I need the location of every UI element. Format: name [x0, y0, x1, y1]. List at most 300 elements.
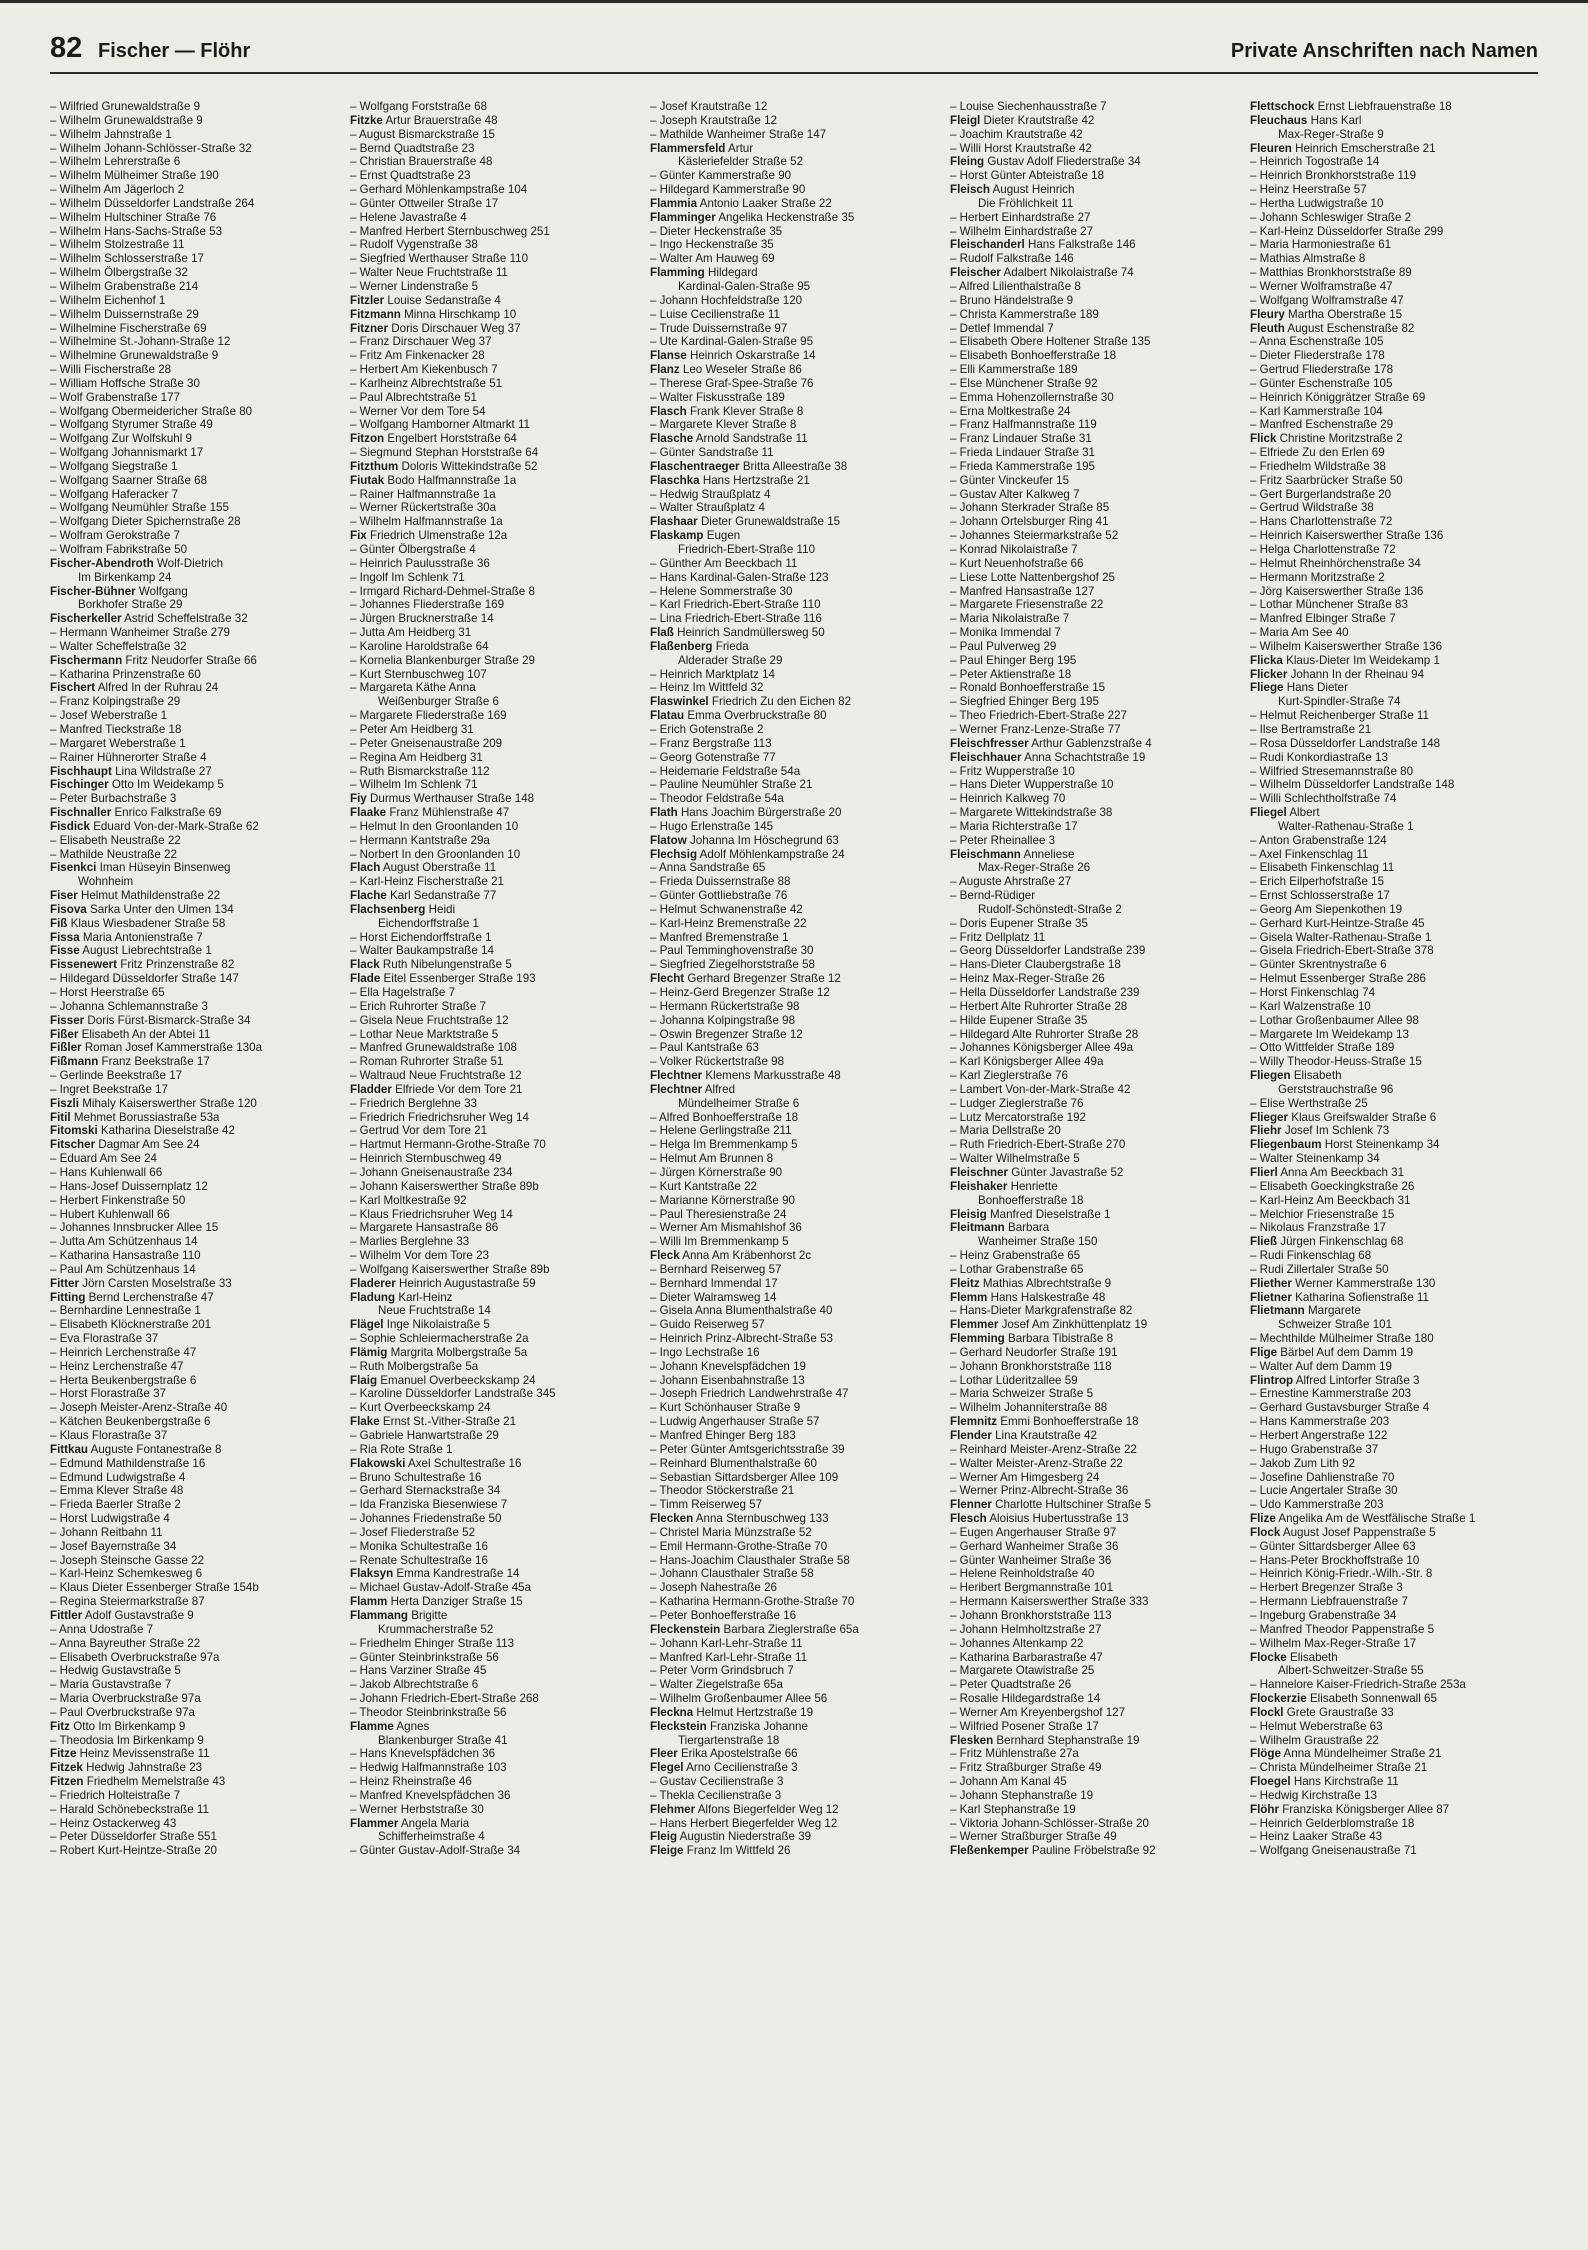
directory-entry: – Heinrich Paulusstraße 36 [350, 556, 490, 570]
directory-entry [1250, 432, 1538, 446]
entry-text: Peter Bonhoefferstraße 16 [659, 1608, 797, 1622]
directory-entry: – Emil Hermann-Grothe-Straße 70 [650, 1539, 828, 1553]
directory-entry: – Horst Eichendorffstraße 1 [350, 930, 492, 944]
directory-entry: – Wilhelm Einhardstraße 27 [950, 224, 1094, 238]
directory-entry: – Volker Rückertstraße 98 [650, 1055, 785, 1069]
entry-text: Friedrich Ulmenstraße 12a [370, 529, 508, 543]
directory-entry: – Wilhelm Mülheimer Straße 190 [50, 169, 219, 183]
entry-text: Gerhard Kurt-Heintze-Straße 45 [1259, 916, 1425, 930]
surname: Fleigl [950, 113, 981, 127]
directory-entry: – Heinz Rheinstraße 46 [350, 1775, 472, 1789]
directory-entry: – Helmut Reichenberger Straße 11 [1250, 709, 1429, 723]
directory-entry: – Hans-Dieter Markgrafenstraße 82 [950, 1304, 1133, 1318]
entry-text: Herta Beukenbergstraße 6 [59, 1373, 197, 1387]
directory-entry: – Wilhelm Im Schlenk 71 [350, 778, 478, 792]
entry-text: Helmut Schwanenstraße 42 [659, 902, 803, 916]
directory-entry [50, 1775, 338, 1789]
directory-entry [950, 1208, 1238, 1222]
entry-text: Peter Düsseldorfer Straße 551 [59, 1830, 217, 1844]
directory-entry: – Lucie Angertaler Straße 30 [1250, 1484, 1398, 1498]
directory-entry: – Karl Walzenstraße 10 [1250, 999, 1371, 1013]
entry-text: Angelika Am de Westfälische Straße 1 [1278, 1512, 1476, 1526]
surname: Flaschka [650, 473, 700, 487]
entry-text: Krummacherstraße 52 [378, 1622, 494, 1636]
entry-text: Hildegard Kammerstraße 90 [659, 183, 806, 197]
directory-entry: – Luise Cecilienstraße 11 [650, 307, 780, 321]
directory-entry: – Johanna Kolpingstraße 98 [650, 1013, 796, 1027]
entry-text: Heinz Lerchenstraße 47 [59, 1359, 184, 1373]
entry-text: Erna Moltkestraße 24 [959, 404, 1071, 418]
directory-entry: – Werner Straßburger Straße 49 [950, 1830, 1117, 1844]
directory-entry [950, 114, 1238, 128]
page-number: 82 [50, 32, 83, 64]
entry-text: Paul Pulverweg 29 [959, 639, 1057, 653]
entry-text: Kurt Neuenhofstraße 66 [959, 556, 1084, 570]
surname: Flenner [950, 1498, 992, 1512]
directory-entry [650, 626, 938, 640]
entry-text: Hans Knevelspfädchen 36 [359, 1747, 496, 1761]
directory-entry: – Joseph Steinsche Gasse 22 [50, 1553, 205, 1567]
directory-entry: – Frieda Lindauer Straße 31 [950, 446, 1096, 460]
entry-text: Adalbert Nikolaistraße 74 [1003, 266, 1134, 280]
directory-entry [1250, 1138, 1538, 1152]
directory-entry: – Herbert Einhardstraße 27 [950, 210, 1091, 224]
directory-entry [350, 1415, 638, 1429]
entry-text: Wilhelm Duissernstraße 29 [59, 307, 199, 321]
entry-text: Mündelheimer Straße 6 [678, 1096, 800, 1110]
entry-text: Bernhardine Lennestraße 1 [59, 1304, 201, 1318]
directory-entry: – Wilhelm Johanniterstraße 88 [950, 1401, 1108, 1415]
directory-entry: – Karoline Haroldstraße 64 [350, 639, 489, 653]
entry-text: Christa Kammerstraße 189 [959, 307, 1099, 321]
directory-entry: – Heinrich König-Friedr.-Wilh.-Str. 8 [1250, 1567, 1433, 1581]
directory-entry: – Elisabeth Klöcknerstraße 201 [50, 1318, 212, 1332]
directory-entry: – Erich Eilperhofstraße 15 [1250, 875, 1385, 889]
directory-entry: – Karl Moltkestraße 92 [350, 1193, 467, 1207]
entry-text: August Josef Pappenstraße 5 [1282, 1525, 1436, 1539]
entry-text: Werner Am Mismahlshof 36 [659, 1221, 802, 1235]
entry-text: Johannes Innsbrucker Allee 15 [59, 1221, 219, 1235]
directory-entry: – Fritz Wupperstraße 10 [950, 764, 1075, 778]
entry-text: Johann Helmholtzstraße 27 [959, 1622, 1102, 1636]
directory-entry [1250, 1235, 1538, 1249]
entry-text: Margarete Wittekindstraße 38 [959, 806, 1113, 820]
entry-text: Johanna Schlemannstraße 3 [59, 999, 208, 1013]
surname: Fliether [1250, 1276, 1292, 1290]
directory-entry: – Manfred Eschenstraße 29 [1250, 418, 1394, 432]
entry-text: Artur Brauerstraße 48 [385, 113, 498, 127]
surname: Fitzek [50, 1761, 83, 1775]
directory-entry: – Helene Gerlingstraße 211 [650, 1124, 792, 1138]
directory-entry: – Günter Gottliebstraße 76 [650, 889, 788, 903]
entry-text: Wanheimer Straße 150 [978, 1235, 1098, 1249]
entry-text: Helene Gerlingstraße 211 [659, 1124, 792, 1138]
entry-text: Frieda Lindauer Straße 31 [959, 446, 1096, 460]
entry-text: Anna Eschenstraße 105 [1259, 335, 1384, 349]
surname: Flasche [650, 432, 694, 446]
entry-text: Margarete [1308, 1304, 1361, 1318]
entry-text: Johanna Im Höschegrund 63 [689, 833, 839, 847]
directory-entry: – Werner Vor dem Tore 54 [350, 404, 486, 418]
directory-entry: – Kornelia Blankenburger Straße 29 [350, 653, 535, 667]
directory-entry [650, 1844, 938, 1858]
directory-entry [950, 1415, 1238, 1429]
directory-entry: – Gustav Cecilienstraße 3 [650, 1775, 784, 1789]
entry-text: Helene Javastraße 4 [359, 210, 467, 224]
directory-entry: – Paul Ehinger Berg 195 [950, 653, 1077, 667]
surname: Fißmann [50, 1055, 99, 1069]
entry-text: Hannelore Kaiser-Friedrich-Straße 253a [1259, 1678, 1466, 1692]
directory-entry: – Hedwig Kirchstraße 13 [1250, 1788, 1377, 1802]
surname: Fleitz [950, 1276, 980, 1290]
directory-entry [50, 917, 338, 931]
directory-entry: – Rainer Halfmannstraße 1a [350, 487, 496, 501]
entry-text: Maria Dellstraße 20 [959, 1124, 1061, 1138]
directory-entry: – Lothar Neue Marktstraße 5 [350, 1027, 499, 1041]
entry-text: Karl Königsberger Allee 49a [959, 1055, 1104, 1069]
directory-entry: – Werner Herbststraße 30 [350, 1802, 484, 1816]
entry-text: Hermann Rückertstraße 98 [659, 999, 800, 1013]
entry-text: Helmut Am Brunnen 8 [659, 1152, 774, 1166]
entry-text: Heinrich Kalkweg 70 [959, 792, 1066, 806]
surname: Fladung [350, 1290, 396, 1304]
entry-text: Paul Theresienstraße 24 [659, 1207, 787, 1221]
entry-text: Karl Stephanstraße 19 [959, 1802, 1076, 1816]
directory-entry: – Johann Reitbahn 11 [50, 1525, 163, 1539]
entry-text: Wilhelm Johann-Schlösser-Straße 32 [59, 141, 252, 155]
entry-text: Schweizer Straße 101 [1278, 1318, 1393, 1332]
directory-entry [50, 1028, 338, 1042]
directory-entry: – Edmund Ludwigstraße 4 [50, 1470, 186, 1484]
entry-text: Gerststrauchstraße 96 [1278, 1082, 1394, 1096]
directory-entry: – Manfred Theodor Pappenstraße 5 [1250, 1622, 1435, 1636]
directory-entry: – Hans-Josef Duissernplatz 12 [50, 1179, 208, 1193]
surname: Flocke [1250, 1650, 1287, 1664]
directory-entry: – Friedhelm Ehinger Straße 113 [350, 1636, 515, 1650]
directory-entry [650, 1734, 938, 1748]
surname: Fleisig [950, 1207, 987, 1221]
entry-text: Wolfram Gerokstraße 7 [59, 529, 180, 543]
directory-entry [50, 612, 338, 626]
directory-entry: – Kurt Overbeeckskamp 24 [350, 1401, 491, 1415]
directory-entry: – Friedrich Friedrichsruher Weg 14 [350, 1110, 529, 1124]
entry-text: Eitel Essenberger Straße 193 [383, 972, 536, 986]
entry-text: Angela Maria [400, 1816, 470, 1830]
directory-entry: – Peter Bonhoefferstraße 16 [650, 1608, 797, 1622]
directory-entry: – Auguste Ahrstraße 27 [950, 875, 1072, 889]
directory-entry: – Dieter Heckenstraße 35 [650, 224, 783, 238]
directory-entry [1250, 1166, 1538, 1180]
entry-text: Iman Hüseyin Binsenweg [99, 861, 231, 875]
entry-text: Ernst St.-Vither-Straße 21 [382, 1415, 517, 1429]
directory-entry: – Bernhard Immendal 17 [650, 1276, 778, 1290]
entry-text: Helmut Hertzstraße 19 [696, 1705, 814, 1719]
directory-entry [950, 1844, 1238, 1858]
surname: Floegel [1250, 1775, 1291, 1789]
entry-text: Auguste Ahrstraße 27 [959, 875, 1072, 889]
directory-entry: – Johann Gneisenaustraße 234 [350, 1165, 513, 1179]
entry-text: Helmut Essenberger Straße 286 [1259, 972, 1426, 986]
entry-text: Werner Am Kreyenbergshof 127 [959, 1705, 1126, 1719]
directory-entry: – Rosalie Hildegardstraße 14 [950, 1692, 1101, 1706]
directory-entry: – Joachim Krautstraße 42 [950, 127, 1083, 141]
directory-entry: – Wolfgang Styrumer Straße 49 [50, 418, 213, 432]
entry-text: Emil Hermann-Grothe-Straße 70 [659, 1539, 828, 1553]
entry-text: Elisabeth Bonhoefferstraße 18 [959, 349, 1117, 363]
directory-entry [950, 1221, 1238, 1235]
entry-text: Käsleriefelder Straße 52 [678, 155, 804, 169]
directory-entry [650, 474, 938, 488]
directory-entry: – Karl-Heinz Düsseldorfer Straße 299 [1250, 224, 1444, 238]
entry-text: Elisabeth Overbruckstraße 97a [59, 1650, 220, 1664]
entry-text: Peter Burbachstraße 3 [59, 792, 177, 806]
directory-entry: – Franz Lindauer Straße 31 [950, 432, 1092, 446]
directory-entry [50, 585, 338, 599]
directory-column [650, 100, 938, 2230]
surname: Fischnaller [50, 806, 112, 820]
directory-entry [950, 903, 1238, 917]
entry-text: Hans-Joachim Clausthaler Straße 58 [659, 1553, 850, 1567]
entry-text: Rudi Konkordiastraße 13 [1259, 750, 1388, 764]
directory-entry [1250, 681, 1538, 695]
directory-entry [350, 1291, 638, 1305]
entry-text: Maria Overbruckstraße 97a [59, 1692, 201, 1706]
surname: Flanz [650, 363, 680, 377]
entry-text: August Eschenstraße 82 [1287, 321, 1415, 335]
directory-entry: – Günter Ölbergstraße 4 [350, 543, 476, 556]
directory-entry [350, 695, 638, 709]
entry-text: Mathilde Wanheimer Straße 147 [659, 127, 827, 141]
entry-text: Gustav Alter Kalkweg 7 [959, 487, 1080, 501]
entry-text: Willi Im Bremmenkamp 5 [659, 1235, 789, 1249]
surname: Flachsenberg [350, 902, 426, 916]
directory-entry: – Wolfgang Gneisenaustraße 71 [1250, 1844, 1417, 1858]
entry-text: Wilfried Posener Straße 17 [959, 1719, 1099, 1733]
directory-entry [650, 1706, 938, 1720]
entry-text: Emanuel Overbeeckskamp 24 [380, 1373, 536, 1387]
directory-entry: – Ingo Lechstraße 16 [650, 1345, 760, 1359]
entry-text: Ruth Molbergstraße 5a [359, 1359, 479, 1373]
entry-text: Liese Lotte Nattenbergshof 25 [959, 570, 1116, 584]
directory-entry: – Herbert Alte Ruhrorter Straße 28 [950, 999, 1128, 1013]
entry-text: Jakob Zum Lith 92 [1259, 1456, 1356, 1470]
directory-entry [1250, 1069, 1538, 1083]
entry-text: Trude Duissernstraße 97 [659, 321, 788, 335]
directory-entry: – Johannes Friedenstraße 50 [350, 1512, 502, 1526]
directory-entry: – Wilhelm Vor dem Tore 23 [350, 1249, 489, 1263]
directory-entry [1250, 308, 1538, 322]
directory-entry: – Wolfgang Wolframstraße 47 [1250, 293, 1404, 307]
directory-entry: – Willi Fischerstraße 28 [50, 363, 172, 377]
entry-text: Elisabeth Sonnenwall 65 [1309, 1692, 1437, 1706]
entry-text: Joseph Friedrich Landwehrstraße 47 [659, 1387, 849, 1401]
directory-entry: – Ludwig Angerhauser Straße 57 [650, 1415, 820, 1429]
entry-text: Kurt Sternbuschweg 107 [359, 667, 487, 681]
entry-text: Hermann Kantstraße 29a [359, 833, 490, 847]
directory-entry: – Alfred Lilienthalstraße 8 [950, 279, 1081, 293]
entry-text: Elisabeth Klöcknerstraße 201 [59, 1318, 212, 1332]
directory-entry: – Willy Theodor-Heuss-Straße 15 [1250, 1055, 1422, 1069]
entry-text: Hedwig Kirchstraße 13 [1259, 1788, 1377, 1802]
entry-text: Wolfgang Wolframstraße 47 [1259, 293, 1404, 307]
entry-text: Konrad Nikolaistraße 7 [959, 543, 1078, 556]
entry-text: Friedrich Zu den Eichen 82 [711, 695, 852, 709]
entry-text: Weißenburger Straße 6 [378, 695, 499, 709]
entry-text: Franz Dirschauer Weg 37 [359, 335, 492, 349]
directory-entry: – Paul Am Schützenhaus 14 [50, 1262, 196, 1276]
entry-text: Katharina Dieselstraße 42 [100, 1124, 235, 1138]
directory-entry: – Peter Düsseldorfer Straße 551 [50, 1830, 217, 1844]
entry-text: Kurt Schönhauser Straße 9 [659, 1401, 801, 1415]
directory-entry: – Rosa Düsseldorfer Landstraße 148 [1250, 736, 1441, 750]
entry-text: Werner Vor dem Tore 54 [359, 404, 486, 418]
directory-entry: – Karl Kammerstraße 104 [1250, 404, 1383, 418]
entry-text: Anna Schachtstraße 19 [1024, 750, 1146, 764]
entry-text: Horst Finkenschlag 74 [1259, 986, 1376, 999]
directory-entry: – Heinrich Bronkhorststraße 119 [1250, 169, 1417, 183]
directory-entry [350, 1083, 638, 1097]
entry-text: Jörg Kaiserswerther Straße 136 [1259, 584, 1424, 598]
entry-text: Herbert Am Kiekenbusch 7 [359, 363, 498, 377]
directory-entry: – Mechthilde Mülheimer Straße 180 [1250, 1332, 1434, 1346]
surname: Flick [1250, 432, 1277, 446]
directory-entry [1250, 100, 1538, 114]
directory-entry: – Manfred Bremenstraße 1 [650, 930, 789, 944]
surname: Flaig [350, 1373, 378, 1387]
entry-text: Wolfgang Johannismarkt 17 [59, 446, 204, 460]
directory-entry [650, 460, 938, 474]
directory-entry [650, 848, 938, 862]
entry-text: Willi Horst Krautstraße 42 [959, 141, 1092, 155]
directory-entry: – Horst Ludwigstraße 4 [50, 1512, 170, 1526]
directory-entry: – Günter Wanheimer Straße 36 [950, 1553, 1112, 1567]
entry-text: Ronald Bonhoefferstraße 15 [959, 681, 1106, 695]
directory-entry: – Hans Kuhlenwall 66 [50, 1165, 163, 1179]
directory-entry: – Dieter Fliederstraße 178 [1250, 349, 1385, 363]
entry-text: Karl-Heinz Düsseldorfer Straße 299 [1259, 224, 1444, 238]
entry-text: Hans-Dieter Claubergstraße 18 [959, 958, 1121, 972]
directory-entry: – Sophie Schleiermacherstraße 2a [350, 1332, 529, 1346]
directory-entry: – Peter Rheinallee 3 [950, 833, 1056, 847]
directory-entry: – Georg Am Siepenkothen 19 [1250, 902, 1403, 916]
entry-text: Rosa Düsseldorfer Landstraße 148 [1259, 736, 1441, 750]
directory-entry [1250, 1747, 1538, 1761]
entry-text: Angelika Heckenstraße 35 [718, 210, 855, 224]
directory-entry: – Wilhelm Jahnstraße 1 [50, 127, 172, 141]
directory-entry: – Karl Zieglerstraße 76 [950, 1069, 1068, 1083]
entry-text: Nikolaus Franzstraße 17 [1259, 1221, 1386, 1235]
entry-text: Wolfgang Hamborner Altmarkt 11 [359, 418, 531, 432]
surname: Fleischhauer [950, 750, 1022, 764]
entry-text: Wolfgang Siegstraße 1 [59, 459, 178, 473]
entry-text: Margarete Im Weidekamp 13 [1259, 1027, 1409, 1041]
directory-entry: – Wilhelm Lehrerstraße 6 [50, 155, 181, 169]
directory-entry: – Helene Javastraße 4 [350, 210, 467, 224]
surname: Fitzen [50, 1775, 84, 1789]
surname: Fiß [50, 916, 68, 930]
entry-text: Jakob Albrechtstraße 6 [359, 1678, 479, 1692]
directory-entry: – Johannes Steiermarkstraße 52 [950, 529, 1119, 543]
entry-text: Kurt Kantstraße 22 [659, 1179, 757, 1193]
entry-text: Heinz Mevissenstraße 11 [79, 1747, 210, 1761]
entry-text: Hans-Peter Brockhoffstraße 10 [1259, 1553, 1420, 1567]
entry-text: Durmus Werthauser Straße 148 [370, 792, 535, 806]
entry-text: Hildegard [708, 266, 758, 280]
directory-entry: – Wilhelm Graustraße 22 [1250, 1733, 1379, 1747]
section-title: Private Anschriften nach Namen [1230, 40, 1538, 62]
directory-entry: – Theodosia Im Birkenkamp 9 [50, 1733, 204, 1747]
directory-entry: – Gisela Neue Fruchtstraße 12 [350, 1013, 509, 1027]
entry-text: Erich Eilperhofstraße 15 [1259, 875, 1385, 889]
entry-text: Johannes Steiermarkstraße 52 [959, 529, 1119, 543]
directory-entry: – Fritz Dellplatz 11 [950, 930, 1046, 944]
page-header [50, 30, 1538, 74]
surname: Flamminger [650, 210, 716, 224]
entry-text: Barbara Tibistraße 8 [1008, 1332, 1114, 1346]
surname: Flieger [1250, 1110, 1289, 1124]
directory-entry: – Elisabeth Overbruckstraße 97a [50, 1650, 220, 1664]
entry-text: Albert-Schweitzer-Straße 55 [1278, 1664, 1424, 1678]
directory-entry: – Mathias Almstraße 8 [1250, 252, 1366, 266]
entry-text: Katharina Prinzenstraße 60 [59, 667, 201, 681]
surname: Fladder [350, 1082, 392, 1096]
directory-entry: – Heinz Grabenstraße 65 [950, 1249, 1081, 1263]
entry-text: Anna Sandstraße 65 [659, 861, 766, 875]
directory-entry: – Rudolf Vygenstraße 38 [350, 238, 478, 252]
directory-entry: – Karl Friedrich-Ebert-Straße 110 [650, 598, 821, 612]
entry-text: Otto Im Weidekamp 5 [111, 778, 224, 792]
entry-text: Herbert Finkenstraße 50 [59, 1193, 186, 1207]
surname: Fleßenkemper [950, 1844, 1029, 1858]
surname: Fleck [650, 1249, 680, 1263]
surname: Flammia [650, 196, 698, 210]
entry-text: Fritz Mühlenstraße 27a [959, 1747, 1079, 1761]
directory-entry: – Walter Auf dem Damm 19 [1250, 1359, 1392, 1373]
entry-text: Joachim Krautstraße 42 [959, 127, 1083, 141]
surname: Flegel [650, 1761, 684, 1775]
directory-entry: – Gertrud Fliederstraße 178 [1250, 363, 1394, 377]
directory-entry: – Hermann Moritzstraße 2 [1250, 570, 1385, 584]
directory-entry: – Louise Siechenhausstraße 7 [950, 100, 1107, 113]
directory-entry [650, 640, 938, 654]
directory-entry: – Katharina Hermann-Grothe-Straße 70 [650, 1595, 855, 1609]
directory-entry [650, 1069, 938, 1083]
entry-text: Gerhard Bregenzer Straße 12 [687, 972, 841, 986]
surname: Flietmann [1250, 1304, 1305, 1318]
surname: Fischer-Abendroth [50, 556, 154, 570]
entry-text: Theo Friedrich-Ebert-Straße 227 [959, 709, 1128, 723]
directory-entry: – Lutz Mercatorstraße 192 [950, 1110, 1086, 1124]
entry-text: Heinz Ostackerweg 43 [59, 1816, 177, 1830]
directory-entry: – Wolfram Gerokstraße 7 [50, 529, 180, 543]
directory-entry: – Johann Stephanstraße 19 [950, 1788, 1094, 1802]
entry-text: Peter Aktienstraße 18 [959, 667, 1072, 681]
entry-text: Wilhelm Eichenhof 1 [59, 293, 166, 307]
entry-text: Arnold Sandstraße 11 [695, 432, 808, 446]
directory-entry [650, 695, 938, 709]
directory-entry [50, 806, 338, 820]
directory-entry: – Theodor Steinbrinkstraße 56 [350, 1705, 507, 1719]
entry-text: Grete Graustraße 33 [1286, 1705, 1394, 1719]
directory-entry: – Horst Heerstraße 65 [50, 986, 165, 999]
directory-entry: – Axel Finkenschlag 11 [1250, 847, 1369, 861]
surname: Fitzler [350, 293, 385, 307]
entry-text: Bonhoefferstraße 18 [978, 1193, 1084, 1207]
directory-entry: – Josef Weberstraße 1 [50, 709, 168, 723]
directory-entry: – Günter Gustav-Adolf-Straße 34 [350, 1844, 521, 1858]
surname: Flägel [350, 1318, 384, 1332]
directory-entry: – Elisabeth Obere Holtener Straße 135 [950, 335, 1151, 349]
